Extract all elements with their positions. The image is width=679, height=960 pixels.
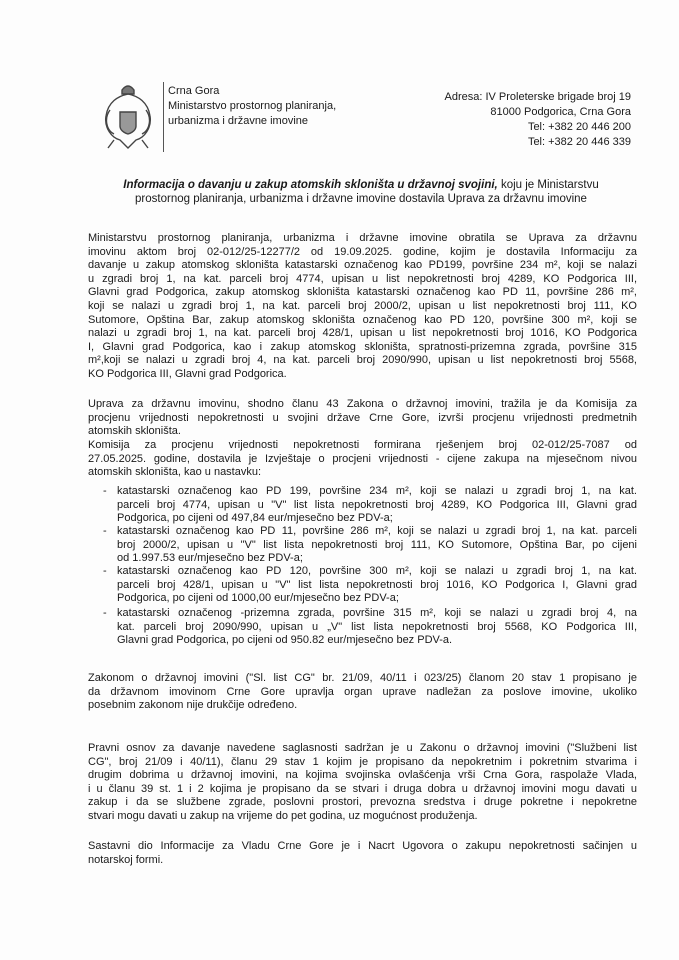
contact-block	[445, 90, 632, 150]
address-line: Adresa: IV Proleterske brigade broj 19	[444, 91, 631, 103]
text-line: davanje u zakup atomskog skloništa katastarski označenog kao PD199, površine 234 m², koji se nalazi	[88, 259, 637, 272]
phone-line-2: Tel: +382 20 446 339	[527, 136, 631, 148]
text-line: Podgorica, po cijeni od 1000,00 eur/mjesečno bez PDV-a;	[117, 592, 399, 605]
text-line: katastarski označenog kao PD 199, površine 234 m², koji se nalazi u zgradi broj 1, na kat.	[117, 485, 637, 497]
paragraph	[88, 398, 637, 439]
text-line: Pravni osnov za davanje navedene saglasnosti sadržan je u Zakonu o državnoj imovini ("Službeni list	[88, 742, 637, 754]
text-line: 27.05.2025. godine, dostavila je Izvještaje o procjeni vrijednosti - cijene zakupa na mjesečnom nivou	[88, 452, 637, 465]
paragraph	[88, 232, 637, 382]
text-line: katastarski označenog -prizemna zgrada, površine 315 m², koji se nalazi u zgradi broj 4, na	[117, 607, 637, 619]
bullet-marker: -	[103, 565, 107, 577]
text-line: notarskoj formi.	[88, 853, 164, 866]
text-line: Ministarstvu prostornog planiranja, urbanizma i državne imovine obratila se Uprava za državnu	[88, 232, 637, 244]
text-line: m²,koji se nalazi u zgradi broj 4, na kat. parceli broj 2090/990, upisan u list nepokretnosti broj 5568,	[88, 354, 637, 367]
text-line: parceli broj 4774, upisan u "V" list lista nepokretnosti broj 4289, KO Podgorica III, Glavni grad	[117, 498, 637, 511]
text-line: Zakonom o državnoj imovini ("Sl. list CG" br. 21/09, 40/11 i 023/25) članom 20 stav 1 propisano je	[88, 672, 637, 684]
header-divider	[163, 82, 164, 152]
title-rest: koju je Ministarstvu	[497, 179, 599, 191]
text-line: Glavni grad Podgorica, po cijeni od 950.82 eur/mjesečno bez PDV-a.	[117, 634, 453, 647]
text-line: Uprava za državnu imovinu, shodno članu 43 Zakona o državnoj imovini, tražila je da Komisija za	[88, 398, 637, 410]
ministry-name	[168, 84, 336, 129]
bullet-marker: -	[103, 485, 107, 497]
montenegro-coat-of-arms-icon	[100, 82, 156, 152]
text-line: koji se nalazi u zgradi broj 1, na kat. parceli broj 2000/2, upisan u list nepokretnosti broj 111, KO	[88, 299, 637, 312]
paragraph	[88, 439, 637, 480]
text-line: posebnim zakonom nije drukčije određeno.	[88, 699, 298, 712]
text-line: CG", broj 21/09 i 40/11), članu 29 stav 1 kojim je propisano da nepokretnim i pokretnim stvarima i	[88, 755, 637, 768]
ministry-name-line-1: Ministarstvo prostornog planiranja,	[168, 100, 337, 112]
ministry-name-line-2: urbanizma i državne imovine	[168, 115, 309, 127]
text-line: Sastavni dio Informacije za Vladu Crne Gore je i Nacrt Ugovora o zakupu nepokretnosti sačinjen u	[88, 840, 637, 852]
city-line: 81000 Podgorica, Crna Gora	[490, 106, 631, 118]
text-line: broj 2000/2, upisan u "V" list lista nepokretnosti broj 111, KO Sutomore, Opština Bar, po cijeni	[117, 538, 637, 551]
bullet-marker: -	[103, 525, 107, 537]
text-line: od 1.997.53 eur/mjesečno bez PDV-a;	[117, 552, 303, 565]
text-line: Podgorica, po cijeni od 497,84 eur/mjesečno bez PDV-a;	[117, 512, 393, 525]
bullet-marker: -	[103, 607, 107, 619]
text-line: imovinu aktom broj 02-012/25-12277/2 od 19.09.2025. godine, kojim je dostavila Informaciju za	[88, 245, 637, 258]
text-line: zakup i da se službene zgrade, poslovni prostori, prevozna sredstva i druge pokretne i nepokretne	[88, 796, 637, 809]
title-bold: Informacija o davanju u zakup atomskih skloništa u državnoj svojini,	[123, 179, 498, 191]
text-line: Komisija za procjenu vrijednosti nepokretnosti formirana rješenjem broj 02-012/25-7087 od	[88, 439, 637, 451]
text-line: da državnom imovinom Crne Gore upravlja organ uprave nadležan za poslove imovine, ukoliko	[88, 685, 637, 698]
phone-line-1: Tel: +382 20 446 200	[527, 121, 631, 133]
paragraph	[88, 672, 637, 713]
country-name: Crna Gora	[168, 85, 220, 97]
text-line: katastarski označenog kao PD 11, površine 286 m², koji se nalazi u zgradi broj 1, na kat. parceli	[117, 525, 637, 537]
text-line: u zgradi broj 1, na kat. parceli broj 4774, upisan u list nepokretnosti broj 4289, KO Podgorica III,	[88, 272, 637, 285]
list-item	[103, 607, 637, 648]
document-title	[100, 178, 622, 206]
text-line: atomskih skloništa, kao u nastavku:	[88, 466, 262, 479]
text-line: nalazi u zgradi broj 1, na kat. parceli broj 428/1, upisan u list nepokretnosti broj 1016, KO Podgorica	[88, 327, 637, 340]
text-line: drugim dobrima u državnoj imovini, na kojima svojinska ovlašćenja vrši Crna Gora, raspolaže Vlada,	[88, 769, 637, 782]
text-line: Sutomore, Opština Bar, zakup atomskog skloništa označenog kao PD 120, površine 300 m², koji se	[88, 313, 637, 326]
text-line: procjenu vrijednosti nepokretnosti u svojini države Crne Gore, izvrši procjenu vrijednosti predmetnih	[88, 411, 637, 424]
text-line: Glavni grad Podgorica, zakup atomskog skloništa katastarski označenog kao PD 11, površine 286 m²,	[88, 286, 637, 299]
text-line: I, Glavni grad Podgorica, kao i zakup atomskog skloništa, spratnosti-prizemna zgrada, površine 315	[88, 340, 637, 353]
text-line: atomskih skloništa.	[88, 425, 181, 438]
paragraph	[88, 742, 637, 824]
text-line: kat. parceli broj 2090/990, upisan u „V" list lista nepokretnosti broj 5568, KO Podgorica III,	[117, 620, 637, 633]
list-item	[103, 485, 637, 526]
text-line: parceli broj 428/1, upisan u "V" list lista nepokretnosti broj 1016, KO Podgorica I, Glavni grad	[117, 578, 637, 591]
list-item	[103, 525, 637, 566]
text-line: katastarski označenog kao PD 120, površine 300 m², koji se nalazi u zgradi broj 1, na kat.	[117, 565, 637, 577]
text-line: i u članu 39 st. 1 i 2 kojima je propisano da se stvari i druga dobra u državnoj imovini mogu davati u	[88, 782, 637, 795]
text-line: KO Podgorica III, Glavni grad Podgorica.	[88, 367, 287, 380]
paragraph	[88, 840, 637, 867]
list-item	[103, 565, 637, 606]
title-line-2: prostornog planiranja, urbanizma i državne imovine dostavila Uprava za državnu imovine	[135, 193, 587, 205]
text-line: stvari mogu davati u zakup na vrijeme do pet godina, uz mogućnost produženja.	[88, 809, 478, 822]
